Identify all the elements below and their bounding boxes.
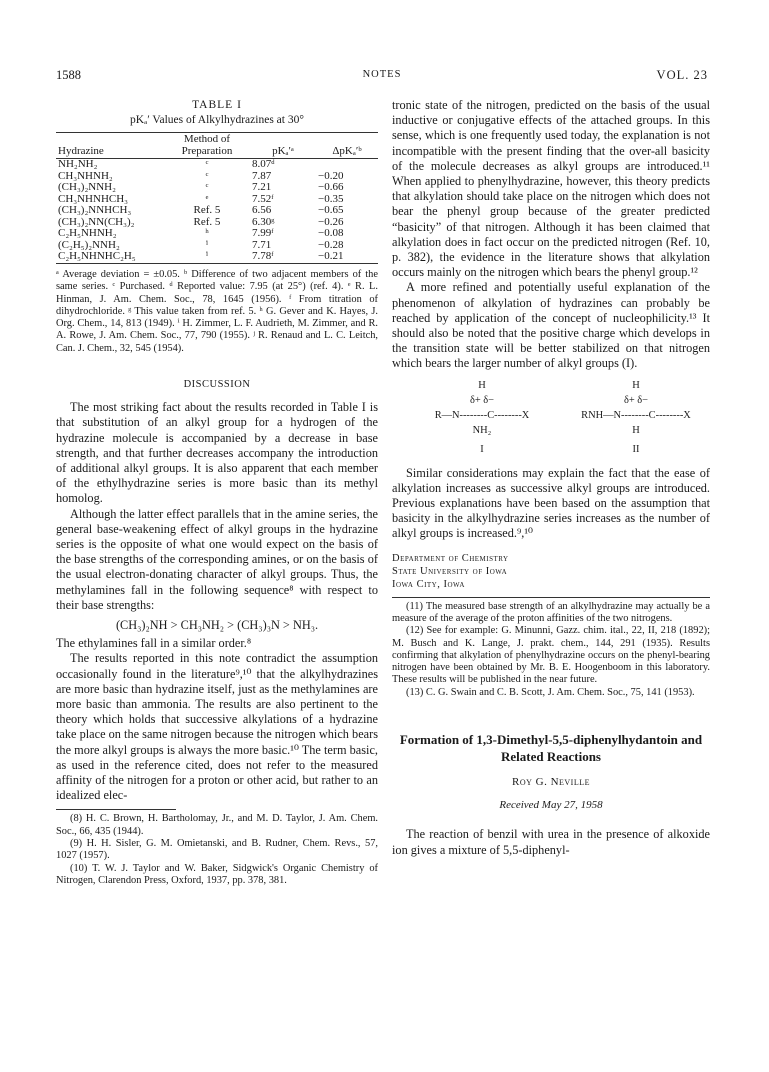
table-cell: ᶜ — [205, 158, 209, 171]
affiliation-line: State University of Iowa — [392, 565, 508, 577]
table-cell: ᶜ — [205, 181, 209, 194]
table-cell: ⁱ — [205, 238, 209, 251]
table-cell: 8.07ᵈ — [252, 158, 275, 171]
paragraph: The ethylamines fall in a similar order.⁸ — [56, 636, 252, 651]
table-cell: Ref. 5 — [193, 215, 221, 228]
table-cell: ᵉ — [205, 192, 209, 205]
pka-table — [56, 132, 378, 264]
table-cell: −0.65 — [318, 204, 344, 217]
table-cell: (CH₃)₂NNHCH₃ — [58, 204, 132, 217]
table-cell: ᶜ — [205, 169, 209, 182]
reference: (10) T. W. J. Taylor and W. Baker, Sidgwick's Organic Chemistry of Nitrogen, Clarendon Press, Oxford, 1937, pp. 378, 381. — [56, 862, 378, 886]
reference: (8) H. C. Brown, H. Bartholomay, Jr., and M. D. Taylor, J. Am. Chem. Soc., 66, 435 (1944). — [56, 813, 378, 837]
table-cell: ⁱ — [164, 251, 250, 263]
section-label: NOTES — [362, 69, 402, 80]
struct-bottom: NH₂ — [472, 425, 492, 437]
table-cell: C₂H₅NHNHC₂H₅ — [56, 251, 164, 263]
table-cell: −0.21 — [316, 251, 378, 263]
author: Roy G. Neville — [511, 776, 591, 789]
structures-figure — [392, 378, 710, 466]
table-cell: ʰ — [205, 227, 209, 240]
table-cell: 7.71 — [252, 238, 272, 251]
table-row — [56, 251, 378, 263]
table-title: TABLE I — [192, 99, 242, 111]
discussion-heading: DISCUSSION — [183, 378, 251, 390]
col-header: pKₐ′ᵃ — [250, 133, 316, 159]
table-caption: pKₐ′ Values of Alkylhydrazines at 30° — [130, 114, 304, 127]
table-cell: C₂H₅NHNH₂ — [58, 227, 117, 240]
footnote-rule — [56, 809, 176, 810]
table-footnotes: ᵃ Average deviation = ±0.05. ᵇ Difference of two adjacent members of the same series. ᶜ Purchased. ᵈ Reported value: 7.95 (at 25°) (ref. 4). ᵉ R. L. Hinman, J. Am. Chem. Soc., 78, 1645 (1956). ᶠ From titration of dihydrochloride. ᵍ This value taken from ref. 5. ʰ G. Gever and K. Hayes, J. Org. Chem., 14, 813 (1949). ⁱ H. Zimmer, L. F. Audrieth, M. Zimmer, and R. A. Rowe, J. Am. Chem. Soc., 77, 790 (1955). ʲ R. Renaud and L. C. Leitch, Can. J. Chem., 32, 545 (1954). — [56, 268, 378, 354]
table-cell: −0.28 — [318, 238, 344, 251]
structure-ii — [562, 378, 710, 458]
received-date: Received May 27, 1958 — [499, 799, 603, 812]
table-cell: −0.66 — [318, 181, 344, 194]
table-cell: 6.56 — [252, 204, 272, 217]
reference: (11) The measured base strength of an alkylhydrazine may actually be a measure of the average of the proton affinities of the two nitrogens. — [392, 600, 710, 624]
table-cell: NH₂NH₂ — [58, 158, 98, 171]
reference: (12) See for example: G. Minunni, Gazz. chim. ital., 22, II, 218 (1892); M. Busch and K. Lange, J. prakt. chem., 144, 291 (1935). Results confirming that alkylation of phenylhydrazine occurs on the phenyl-bearing nitrogen have been obtained by Mr. B. E. Hoogenboom in this laboratory. These results will be published in the near future. — [392, 625, 710, 686]
struct-label: I — [480, 444, 484, 456]
col-header: ΔpKₐ′ᵇ — [316, 133, 378, 159]
table-cell: −0.08 — [318, 227, 344, 240]
table-cell: −0.26 — [318, 215, 344, 228]
footnote-rule — [392, 597, 710, 598]
affiliation — [392, 552, 710, 591]
right-column — [392, 98, 710, 858]
paragraph: The most striking fact about the results recorded in Table I is that substitution of an alkyl group for a hydrogen of the hydrazine molecule is accompanied by a decrease in base strength, and that further decreases accompany the introduction of additional alkyl groups. It is also apparent that each member of the ethylhydrazine series is more basic than its methyl homolog. — [56, 400, 378, 506]
page-number: 1588 — [56, 68, 81, 82]
affiliation-line: Department of Chemistry — [392, 552, 509, 564]
table-cell: (CH₃)₂NNH₂ — [58, 181, 116, 194]
paragraph: A more refined and potentially useful explanation of the phenomenon of alkylation of hydrazines can probably be reached by application of the concept of nucleophilicity.¹³ It should also be noted that the positive charge which develops in the transition state will be better stabilized on that nitrogen which bears the larger number of alkyl groups (I). — [392, 280, 710, 371]
table-cell: CH₃NHNH₂ — [58, 169, 113, 182]
structure-i — [412, 378, 552, 458]
volume-label: VOL. 23 — [656, 68, 708, 82]
article-title: Formation of 1,3-Dimethyl-5,5-diphenylhydantoin and Related Reactions — [399, 732, 703, 765]
col-header: Hydrazine — [56, 133, 164, 159]
paragraph: tronic state of the nitrogen, predicted on the basis of the usual inductive or conjugative effects of the attached groups. In this sense, which is one frequently used today, the explanation is not incompatible with the present finding that the over-all basicity of the molecule decreases as alkyl groups are introduced.¹¹ When applied to phenylhydrazine, however, this theory predicts that alkylation should take place on the nitrogen which does not bear the phenyl group because of the greater predicted “basicity” of that nitrogen. Although it has been claimed that alkylation does in fact occur on the predicted nitrogen (Ref. 10, p. 382), the evidence in the literature shows that alkylation occurs mainly on the nitrogen which bears the phenyl group.¹² — [392, 98, 710, 280]
paragraph: Similar considerations may explain the fact that the ease of alkylation increases as successive alkyl groups are introduced. Previous explanations have been based on the assumption that basicity in the alkylhydrazine series increases as the number of alkyl groups is increased.⁹,¹⁰ — [392, 465, 710, 541]
table-cell: 7.21 — [252, 181, 272, 194]
struct-bottom: H — [632, 425, 640, 437]
table-cell: (C₂H₅)₂NNH₂ — [58, 238, 120, 251]
affiliation-line: Iowa City, Iowa — [392, 578, 465, 590]
paragraph: The reaction of benzil with urea in the presence of alkoxide ion gives a mixture of 5,5-diphenyl- — [392, 827, 710, 857]
table-cell: −0.35 — [318, 192, 344, 205]
reference: (13) C. G. Swain and C. B. Scott, J. Am. Chem. Soc., 75, 141 (1953). — [406, 686, 695, 698]
struct-charges: δ+ δ− — [623, 394, 649, 406]
paragraph: Although the latter effect parallels that in the amine series, the general base-weakening effect of alkyl groups in the hydrazine series is the opposite of what one would expect on the basis of the base strengths of the corresponding amines, or on the basis of the usual electron-donating character of alkyl groups. Thus, the methylamines fall in the following sequence⁸ with respect to their base strengths: — [56, 506, 378, 612]
struct-main: RNH—N--------C--------X — [581, 410, 691, 422]
table-cell: 7.52ᶠ — [252, 192, 274, 205]
table-cell: 7.99ᶠ — [252, 227, 274, 240]
table-cell: CH₃NHNHCH₃ — [58, 192, 129, 205]
table-cell: 7.87 — [252, 169, 272, 182]
reference: (9) H. H. Sisler, G. M. Omietanski, and B. Rudner, Chem. Revs., 57, 1027 (1957). — [56, 838, 378, 862]
struct-main: R—N--------C--------X — [434, 410, 530, 422]
table-cell: −0.20 — [318, 169, 344, 182]
left-column — [56, 98, 378, 887]
amine-sequence: (CH₃)₂NH > CH₃NH₂ > (CH₃)₃N > NH₃. — [115, 618, 319, 633]
struct-label: II — [632, 444, 640, 456]
running-header — [56, 68, 708, 88]
table-cell: 7.78ᶠ — [250, 251, 316, 263]
col-header: Method of Preparation — [164, 133, 250, 159]
paragraph: The results reported in this note contradict the assumption occasionally found in the literature⁹,¹⁰ that the alkylhydrazines are more basic than hydrazine itself, just as the methylamines are more basic than ammonia. The results are also pertinent to the theory which holds that successive alkylations of a hydrazine take place on the same nitrogen because the nitrogen which bears the more alkyl groups is always the more basic.¹⁰ The term basic, as used in the reference cited, does not refer to the measured affinity of the nitrogen for a proton or other acid, but rather to an idealized elec- — [56, 651, 378, 803]
table-cell: (CH₃)₂NN(CH₃)₂ — [58, 215, 135, 228]
struct-top: H — [478, 379, 486, 391]
struct-charges: δ+ δ− — [469, 394, 495, 406]
table-cell: Ref. 5 — [193, 204, 221, 217]
table-cell: 6.30ᵍ — [252, 215, 275, 228]
struct-top: H — [632, 379, 640, 391]
